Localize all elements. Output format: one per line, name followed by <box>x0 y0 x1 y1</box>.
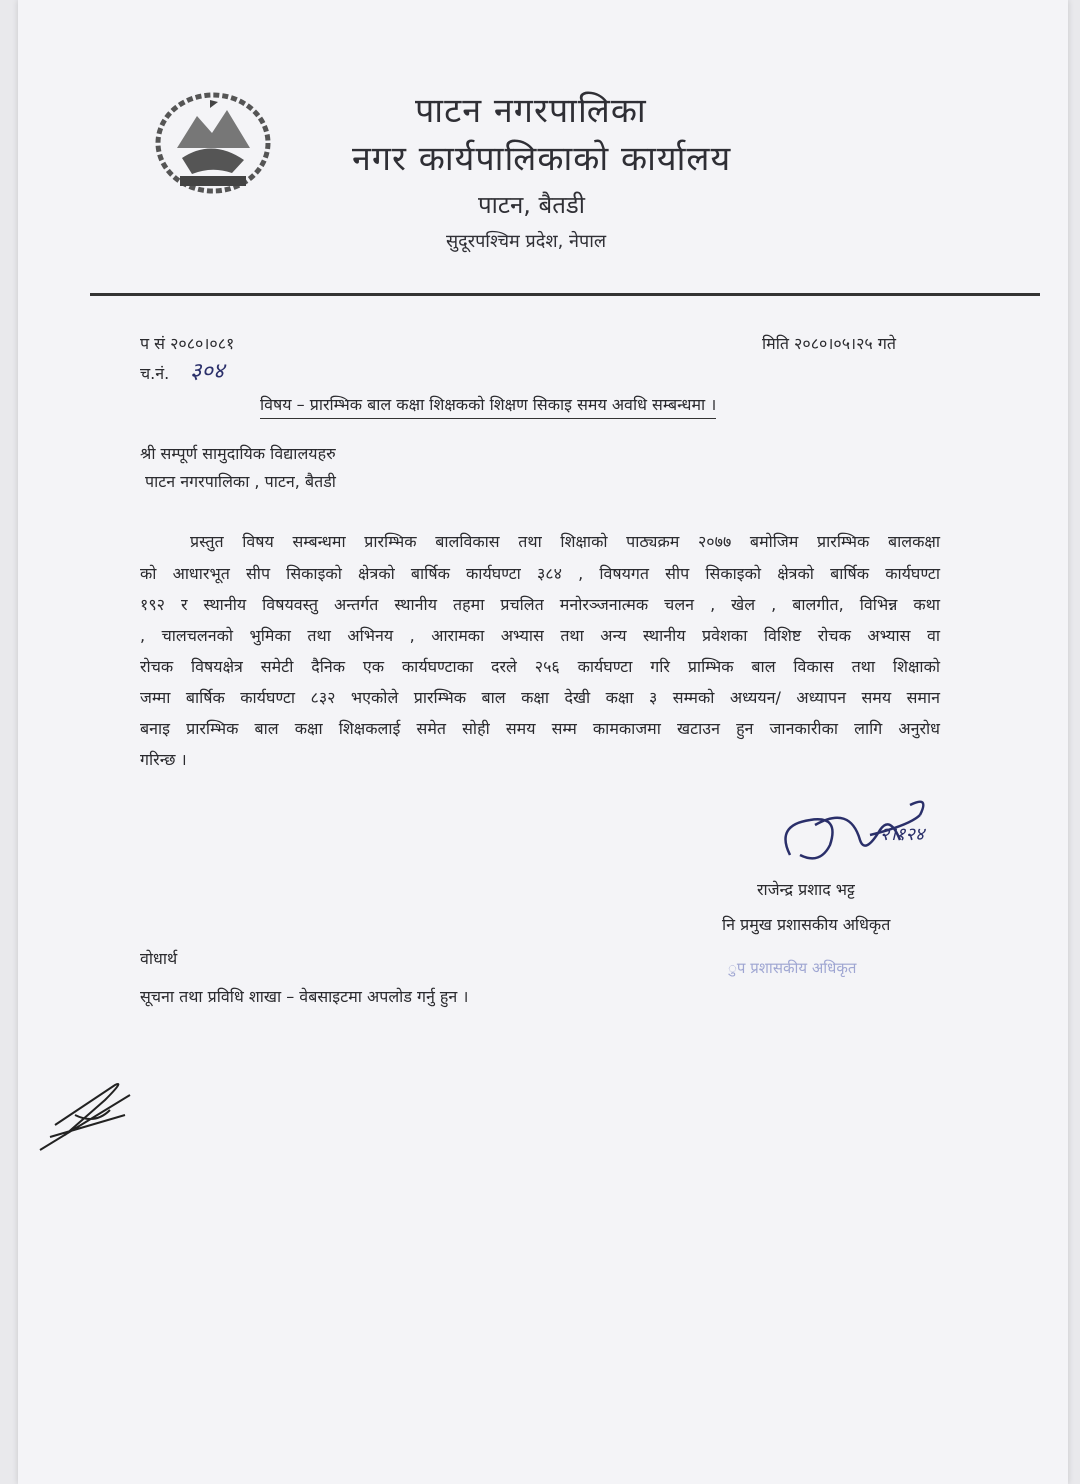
recipient-line-1: श्री सम्पूर्ण सामुदायिक विद्यालयहरु <box>140 444 336 463</box>
body-line: १९२ र स्थानीय विषयवस्तु अन्तर्गत स्थानीय तहमा प्रचलित मनोरञ्जनात्मक चलन , खेल , बालगीत, विभिन्न कथा <box>140 595 940 614</box>
signatory-name: राजेन्द्र प्रशाद भट्ट <box>757 880 855 899</box>
body-line: गरिन्छ । <box>140 750 187 769</box>
body-line: को आधारभूत सीप सिकाइको क्षेत्रको बार्षिक कार्यघण्टा ३८४ , विषयगत सीप सिकाइको क्षेत्रको बार्षिक कार्यघण्टा <box>140 564 940 583</box>
signatory-title: नि प्रमुख प्रशासकीय अधिकृत <box>722 915 891 934</box>
header-divider <box>90 293 1040 296</box>
dispatch-label: च.नं. <box>140 364 170 383</box>
office-location: पाटन, बैतडी <box>478 191 585 219</box>
cc-line: सूचना तथा प्रविधि शाखा – वेबसाइटमा अपलोड गर्नु हुन । <box>140 987 469 1006</box>
recipient-line-2: पाटन नगरपालिका , पाटन, बैतडी <box>145 472 336 491</box>
cc-label: वोधार्थ <box>140 949 178 968</box>
dispatch-number-handwritten: ३०४ <box>190 359 225 384</box>
org-name: पाटन नगरपालिका <box>415 91 647 131</box>
signature-date-handwritten: २।१२४ <box>880 824 925 845</box>
body-line: रोचक विषयक्षेत्र समेटी दैनिक एक कार्यघण्टाका दरले २५६ कार्यघण्टा गरि प्राम्भिक बाल विकास तथा शिक्षाको <box>140 657 940 676</box>
letter-page <box>18 0 1068 1484</box>
office-name: नगर कार्यपालिकाको कार्यालय <box>352 139 732 179</box>
letter-date: मिति २०८०।०५।२५ गते <box>762 334 896 353</box>
body-line: , चालचलनको भुमिका तथा अभिनय , आरामका अभ्यास तथा अन्य स्थानीय प्रवेशका विशिष्ट रोचक अभ्यास वा <box>140 626 940 645</box>
reference-number: प सं २०८०।०८१ <box>140 334 235 353</box>
nepal-emblem-icon <box>152 88 274 198</box>
province: सुदूरपश्चिम प्रदेश, नेपाल <box>446 231 607 252</box>
official-stamp: ुप प्रशासकीय अधिकृत <box>728 959 857 977</box>
initials-handwritten-icon <box>35 1065 145 1155</box>
body-line: प्रस्तुत विषय सम्बन्धमा प्रारम्भिक बालविकास तथा शिक्षाको पाठ्यक्रम २०७७ बमोजिम प्रारम्भिक बालकक्षा <box>190 532 940 551</box>
subject-line: विषय – प्रारम्भिक बाल कक्षा शिक्षकको शिक्षण सिकाइ समय अवधि सम्बन्धमा । <box>260 393 716 419</box>
body-line: बनाइ प्रारम्भिक बाल कक्षा शिक्षकलाई समेत सोही समय सम्म कामकाजमा खटाउन हुन जानकारीका लागि अनुरोध <box>140 719 940 738</box>
signature-icon <box>770 785 970 875</box>
body-line: जम्मा बार्षिक कार्यघण्टा ८३२ भएकोले प्रारम्भिक बाल कक्षा देखी कक्षा ३ सम्मको अध्ययन/ अध्यापन समय समान <box>140 688 940 707</box>
